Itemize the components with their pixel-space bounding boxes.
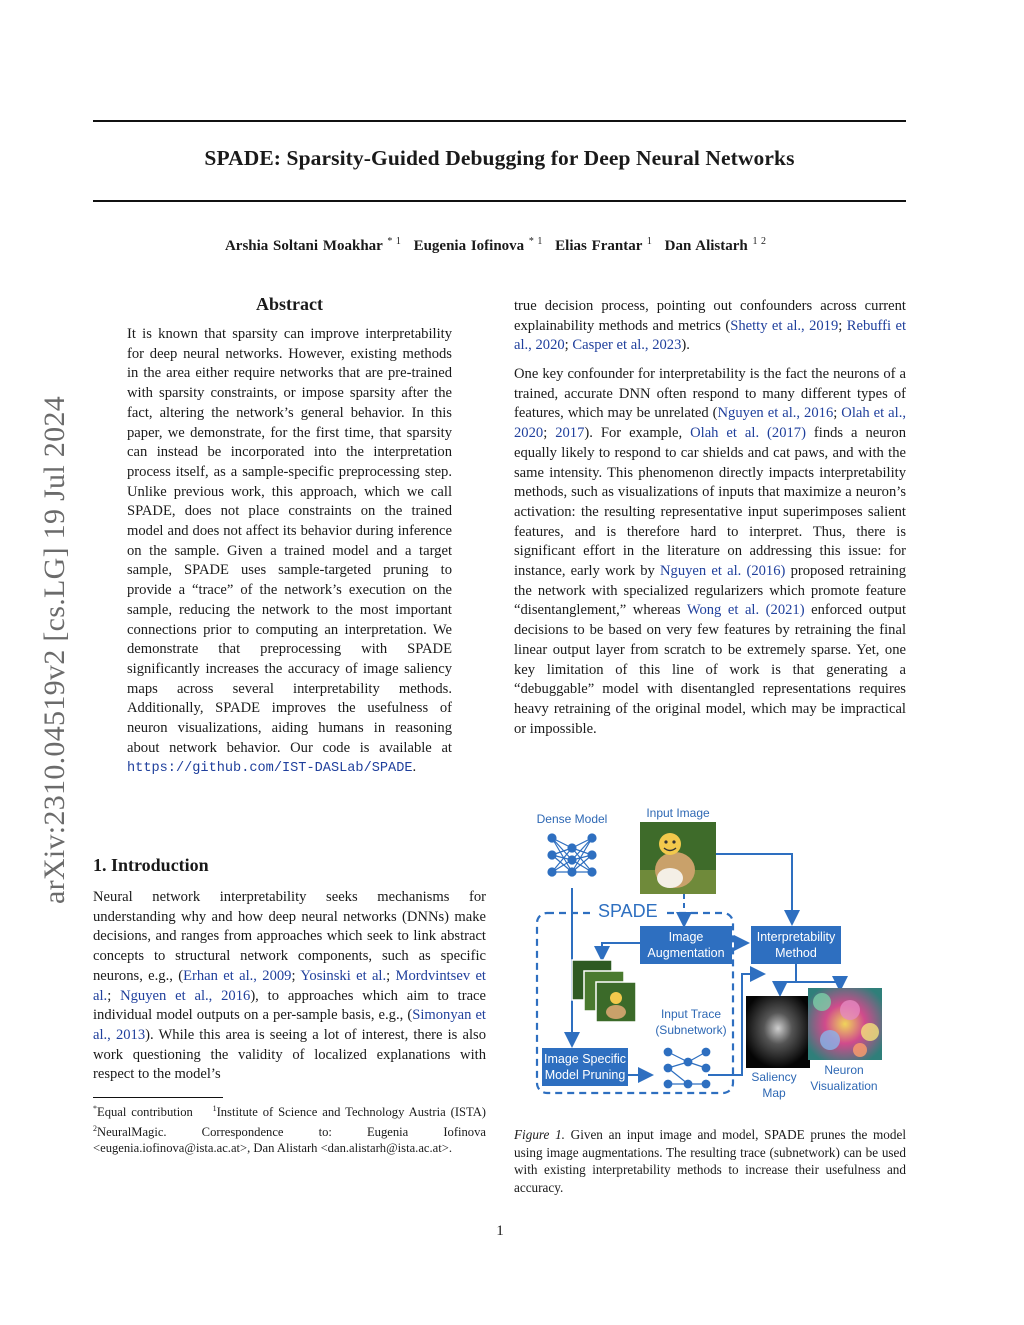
- citation-link[interactable]: Nguyen et al., 2016: [120, 987, 251, 1004]
- arxiv-id-text: arXiv:2310.04519v2 [cs.LG] 19 Jul 2024: [38, 396, 71, 905]
- author-list: [93, 236, 906, 255]
- abstract-text: It is known that sparsity can improve interpretability for deep neural networks. However, existing methods in the area either require networks that are pre-trained with sparsity constraints, or impose sparsity after the fact, altering the network’s general behavior. In this paper, we demonstrate, for the first time, that sparsity can instead be incorporated into the interpretation process itself, as a sample-specific preprocessing step. Unlike previous work, this approach, which we call SPADE, does not place constraints on the trained model and does not affect its behavior during inference on the sample. Given a trained model and a target sample, SPADE uses sample-targeted pruning to provide a “trace” of the network’s execution on the sample, reducing the network to the most important connections prior to computing an interpretation. We demonstrate that preprocessing with SPADE significantly increases the accuracy of image saliency maps across several interpretability methods. Additionally, SPADE improves the usefulness of neuron visualizations, aiding humans in reasoning about network behavior. Our code is available at: [127, 326, 452, 756]
- input-trace-label: Input Trace (Subnetwork): [655, 1007, 727, 1037]
- citation-link[interactable]: Rebuffi et al., 2020: [514, 317, 907, 354]
- citation-link[interactable]: 2017: [555, 425, 585, 442]
- abstract-text-end: .: [412, 759, 417, 776]
- saliency-map-image: [746, 996, 810, 1068]
- caption-label: Figure 1.: [514, 1127, 565, 1142]
- top-rule: [93, 120, 906, 122]
- image-augmentation-box: Image Augmentation: [640, 926, 732, 964]
- interpretability-method-box: Interpretability Method: [751, 926, 841, 964]
- author-name: Dan Alistarh: [664, 238, 748, 254]
- body-text: proposed retraining the network with specialized regularizers which promote feature “disentanglement,” whereas: [514, 563, 907, 619]
- author-name: Arshia Soltani Moakhar: [224, 238, 383, 254]
- neuron-visualization-label: Neuron Visualization: [810, 1063, 878, 1093]
- citation-link[interactable]: Olah et al., 2020: [514, 405, 907, 442]
- footnote-text: Equal contribution: [97, 1105, 193, 1120]
- citation-link[interactable]: Erhan et al., 2009: [183, 967, 292, 984]
- author-name: Eugenia Iofinova: [413, 238, 525, 254]
- citation-link[interactable]: Wong et al. (2021): [686, 602, 805, 619]
- intro-text: ). While this area is seeing a lot of interest, there is also work questioning the validity of localized explanations with respect to the model’s: [93, 1026, 486, 1083]
- title-bottom-rule: [93, 200, 906, 202]
- body-text: finds a neuron equally likely to respond to car shields and cat paws, and with the same intensity. This phenomenon directly impacts interpretability methods, such as visualizations of inputs that maximize a neuron’s activation: the resulting representative input superimposes salient features, and is therefore hard to interpret. Thus, there is significant effort in the literature on addressing this issue: for instance, early work by: [514, 425, 906, 580]
- right-column-paragraph-2: One key confounder for interpretability is the fact the neurons of a trained, accurate DNN often respond to many different types of features, which may be unrelated (Nguyen et al., 2016; Olah et al., 2020; 2017). For example, Olah et al. (2017) finds a neuron equally likely to respond to car shields and cat paws, and with the same intensity. This phenomenon directly impacts interpretability methods, such as visualizations of inputs that maximize a neuron’s activation: the resulting representative input superimposes salient features, and is therefore hard to interpret. Thus, there is significant effort in the literature on addressing this issue: for instance, early work by Nguyen et al. (2016) proposed retraining the network with specialized regularizers which promote feature “disentanglement,” whereas Wong et al. (2021) enforced output decisions to be based on very few features by retraining the final linear output layer from scratch to be extremely sparse. Yet, one key limitation of this line of work is that generating a “debuggable” model with disentangled representations requires heavy retraining of the original model, which may be impractical or impossible.: [514, 366, 907, 737]
- code-link[interactable]: https://github.com/IST-DASLab/SPADE: [127, 761, 413, 777]
- section-heading-introduction: 1. Introduction: [93, 855, 209, 875]
- author-affiliation-marks: * 1: [528, 236, 543, 247]
- page-number: 1: [496, 1223, 504, 1239]
- introduction-body: Neural network interpretability seeks mechanisms for understanding why and how deep neural networks (DNNs) make decisions, and ranges from approaches which seek to link abstract concepts to structural network components, such as specific neurons, e.g., (Erhan et al., 2009; Yosinski et al.; Mordvintsev et al.; Nguyen et al., 2016), to approaches which aim to trace individual model outputs on a per-sample basis, e.g., (Simonyan et al., 2013). While this area is seeing a lot of interest, there is also work questioning the validity of localized explanations with respect to the model’s: [93, 889, 487, 1083]
- input-image-label: Input Image: [646, 806, 710, 820]
- footnote-text: NeuralMagic. Correspondence to: Eugenia Iofinova <eugenia.iofinova@ista.ac.at>, Dan Alistarh <dan.alistarh@ista.ac.at>.: [93, 1124, 486, 1156]
- citation-link[interactable]: Mordvintsev et al.: [93, 967, 486, 1004]
- input-trace-subnetwork-icon: [664, 1048, 710, 1088]
- author-affiliation-marks: 1 2: [752, 236, 767, 247]
- citation-link[interactable]: Yosinski et al.: [300, 967, 387, 984]
- author-affiliation-marks: * 1: [387, 236, 401, 247]
- abstract-body: [127, 325, 452, 779]
- body-text: ).: [681, 337, 690, 354]
- neuron-visualization-image: [808, 988, 882, 1060]
- author-affiliation-marks: 1: [646, 236, 652, 247]
- citation-link[interactable]: Nguyen et al., 2016: [717, 405, 834, 422]
- intro-text: ), to approaches which aim to trace individual model outputs on a per-sample basis, e.g., (: [93, 987, 487, 1024]
- figure-1-caption: [514, 1126, 906, 1196]
- footnote-text: Institute of Science and Technology Austria (ISTA): [216, 1105, 486, 1120]
- dense-model-network-icon: [548, 834, 596, 876]
- paper-title: SPADE: Sparsity-Guided Debugging for Deep Neural Networks: [204, 146, 795, 170]
- footnote: *Equal contribution $^1$Institute of Science and Technology Austria (ISTA) $^2$NeuralMagic. Correspondence to: Eugenia Iofinova <eugenia.iofinova@ista.ac.at>, Dan Alistarh <dan.alistarh@ista.ac.at>.: [93, 1104, 486, 1156]
- image-specific-pruning-box: Image Specific Model Pruning: [542, 1048, 628, 1086]
- body-text: One key confounder for interpretability is the fact the neurons of a trained, accurate DNN often respond to many different types of features, which may be unrelated (: [514, 366, 906, 422]
- figure-1-diagram: [510, 800, 910, 1110]
- saliency-map-label: Saliency Map: [751, 1070, 797, 1100]
- input-image-photo: [640, 822, 716, 894]
- dense-model-label: Dense Model: [536, 812, 608, 826]
- body-text: true decision process, pointing out confounders across current explainability methods and metrics (: [514, 298, 906, 334]
- augmented-images-stack: [572, 960, 636, 1022]
- spade-label: SPADE: [594, 901, 662, 922]
- author-name: Elias Frantar: [555, 238, 643, 254]
- abstract-heading: Abstract: [256, 294, 323, 314]
- body-text: ). For example,: [584, 425, 691, 442]
- footnote-rule: [93, 1097, 223, 1098]
- caption-text: Given an input image and model, SPADE prunes the model using image augmentations. The resulting trace (subnetwork) can be used with existing interpretability methods to increase their usefulness and accuracy.: [514, 1127, 906, 1195]
- intro-text: Neural network interpretability seeks mechanisms for understanding why and how deep neural networks (DNNs) make decisions, and ranges from approaches which seek to link abstract concepts to structural network components, such as specific neurons, e.g., (: [93, 889, 486, 984]
- body-text: enforced output decisions to be based on very few features by retraining the final linear output layer from scratch to be extremely sparse. Yet, one key limitation of this line of work is that generating a “debuggable” model with disentangled representations requires heavy retraining of the original model, which may be impractical or impossible.: [514, 602, 907, 737]
- citation-link[interactable]: Casper et al., 2023: [572, 337, 682, 354]
- citation-link[interactable]: Nguyen et al. (2016): [659, 563, 786, 580]
- citation-link[interactable]: Olah et al. (2017): [690, 425, 806, 442]
- citation-link[interactable]: Simonyan et al., 2013: [93, 1007, 486, 1043]
- right-column-paragraph-1: true decision process, pointing out confounders across current explainability methods and metrics (Shetty et al., 2019; Rebuffi et al., 2020; Casper et al., 2023).: [514, 298, 907, 354]
- citation-link[interactable]: Shetty et al., 2019: [730, 317, 839, 334]
